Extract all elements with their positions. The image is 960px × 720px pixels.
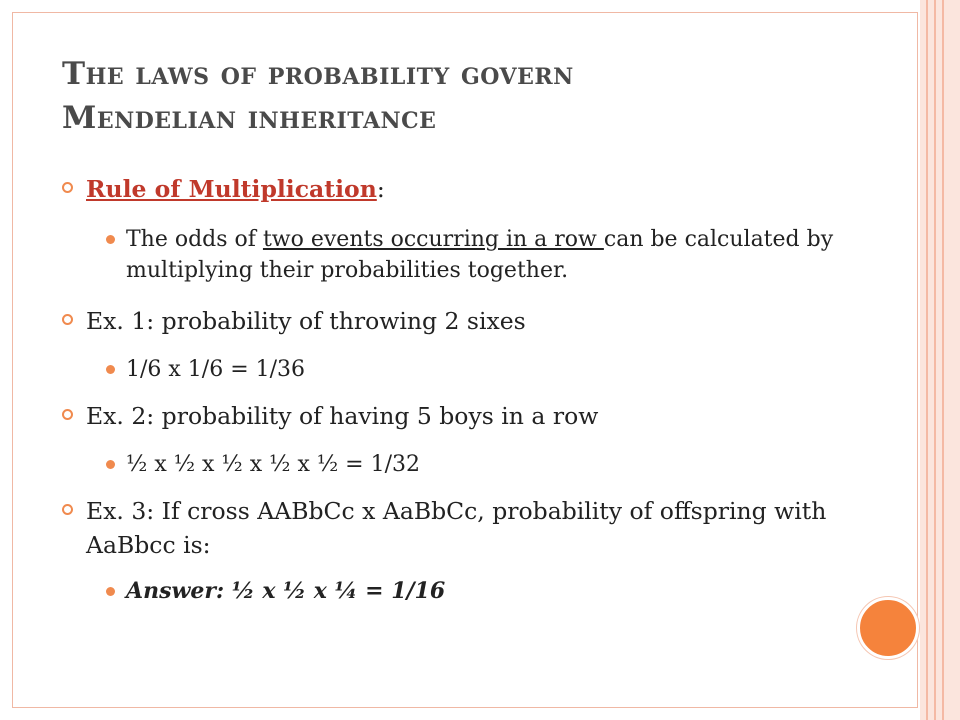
bullet-dot-icon (106, 365, 115, 374)
rule-desc-underlined: two events occurring in a row (262, 227, 604, 252)
example-2-text: Ex. 2: probability of having 5 boys in a row (86, 402, 599, 430)
example-3-answer: Answer: ½ x ½ x ¼ = 1/16 (126, 578, 446, 604)
rule-heading: Rule of Multiplication (86, 175, 377, 203)
bullet-rule (62, 172, 892, 206)
bullet-example-2 (62, 399, 892, 433)
bullet-dot-icon (106, 587, 115, 596)
stripe-line (942, 0, 944, 720)
bullet-example-1-detail (62, 354, 892, 385)
example-3-text: Ex. 3: If cross AABbCc x AaBbCc, probability of offspring with AaBbcc is: (86, 497, 827, 559)
stripe-line (926, 0, 928, 720)
bullet-dot-icon (106, 235, 115, 244)
example-2-detail: ½ x ½ x ½ x ½ x ½ = 1/32 (126, 452, 421, 477)
bullet-ring-icon (62, 314, 73, 325)
rule-desc-post: can be calculated by multiplying their probabilities together. (126, 227, 834, 283)
decorative-stripes (920, 0, 960, 720)
bullet-rule-desc (62, 224, 892, 286)
stripe-line (934, 0, 936, 720)
slide-title (62, 52, 882, 140)
example-1-text: Ex. 1: probability of throwing 2 sixes (86, 307, 526, 335)
example-1-detail: 1/6 x 1/6 = 1/36 (126, 357, 306, 382)
slide-content (62, 172, 892, 607)
bullet-example-1 (62, 304, 892, 338)
title-line-1: The laws of probability govern (62, 56, 574, 92)
rule-colon: : (376, 175, 385, 203)
bullet-example-2-detail (62, 449, 892, 480)
title-line-2: Mendelian inheritance (62, 100, 437, 136)
bullet-ring-icon (62, 182, 73, 193)
rule-desc-pre: The odds of (126, 227, 263, 252)
bullet-ring-icon (62, 504, 73, 515)
bullet-dot-icon (106, 460, 115, 469)
bullet-example-3-detail (62, 576, 892, 607)
bullet-example-3 (62, 494, 892, 562)
bullet-ring-icon (62, 409, 73, 420)
